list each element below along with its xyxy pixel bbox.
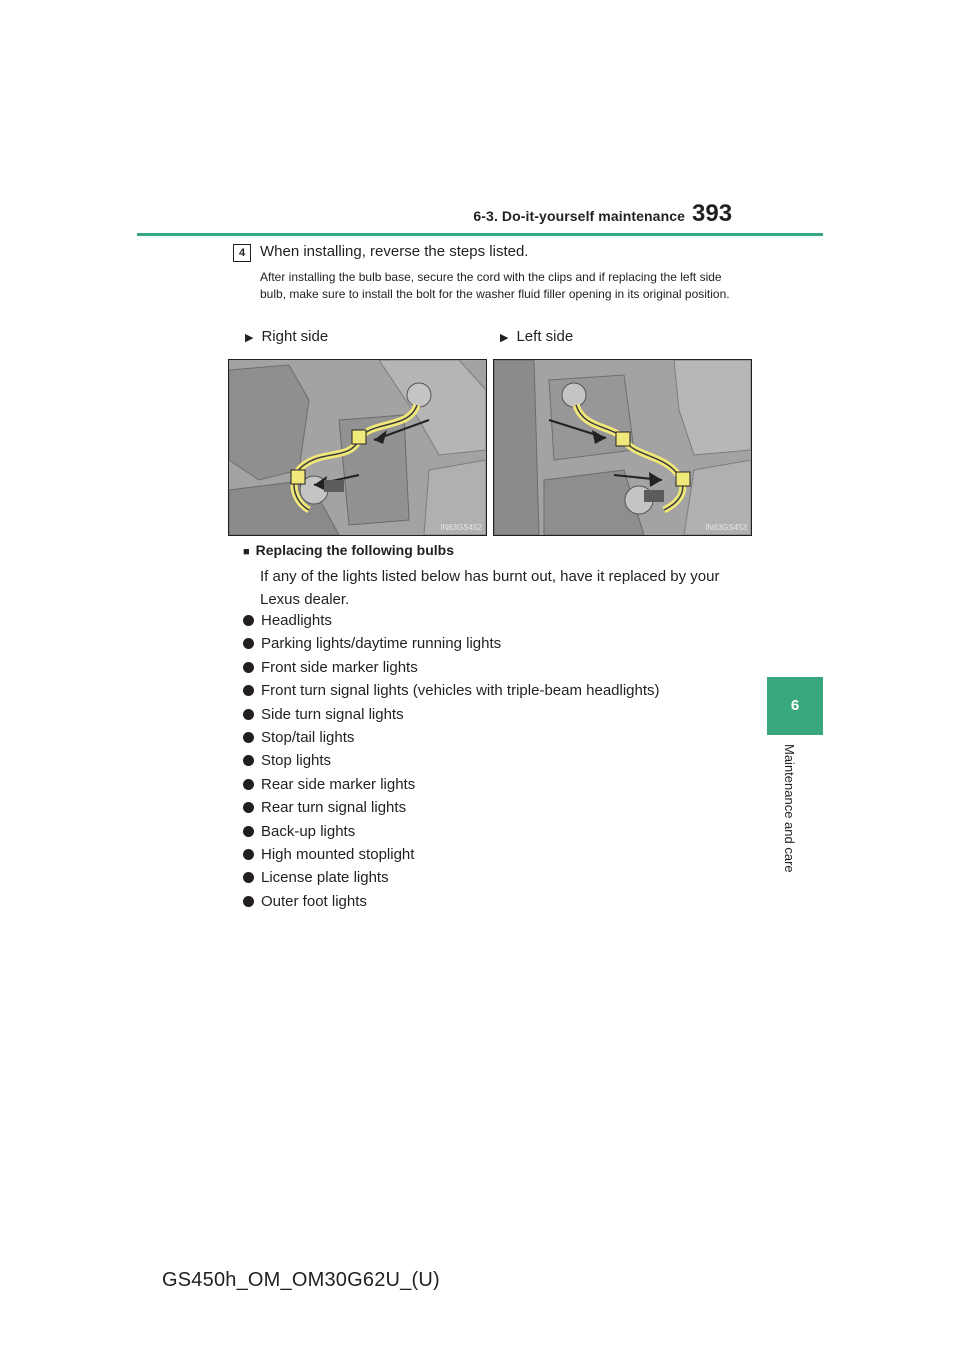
list-item: High mounted stoplight <box>243 843 660 866</box>
list-item: Stop lights <box>243 749 660 772</box>
bullet-dot-icon <box>243 685 254 696</box>
figure-right-side <box>228 359 487 536</box>
bullet-dot-icon <box>243 779 254 790</box>
figure-label-right <box>245 328 328 345</box>
step-text: When installing, reverse the steps listed. <box>260 243 529 260</box>
replacing-heading-text: Replacing the following bulbs <box>255 542 454 558</box>
chapter-label <box>767 744 797 889</box>
figure-right-code: IN63GS452 <box>440 523 482 532</box>
header-rule <box>137 233 823 236</box>
figure-label-right-text: Right side <box>261 328 329 345</box>
list-item: Stop/tail lights <box>243 726 660 749</box>
bullet-dot-icon <box>243 662 254 673</box>
figure-left-code: IN63GS453 <box>705 523 747 532</box>
list-item: Front side marker lights <box>243 656 660 679</box>
step-note: After installing the bulb base, secure the cord with the clips and if replacing the left side bulb, make sure to install the bolt for the washer fluid filler opening in its original position. <box>260 270 730 301</box>
bullet-dot-icon <box>243 849 254 860</box>
list-item: Rear side marker lights <box>243 773 660 796</box>
replacing-heading <box>243 542 454 558</box>
bullet-dot-icon <box>243 802 254 813</box>
chapter-tab[interactable]: 6 <box>767 677 823 735</box>
list-item: Headlights <box>243 609 660 632</box>
triangle-bullet-icon: ▶ <box>500 332 509 344</box>
bullet-dot-icon <box>243 732 254 743</box>
bullet-dot-icon <box>243 638 254 649</box>
bullet-dot-icon <box>243 826 254 837</box>
section-title: 6-3. Do-it-yourself maintenance <box>473 208 685 224</box>
figure-left-side <box>493 359 752 536</box>
engine-bay-illustration-right <box>229 360 486 535</box>
bullet-dot-icon <box>243 755 254 766</box>
list-item: License plate lights <box>243 866 660 889</box>
list-item: Back-up lights <box>243 820 660 843</box>
bullet-dot-icon <box>243 615 254 626</box>
bullet-dot-icon <box>243 872 254 883</box>
list-item: Side turn signal lights <box>243 703 660 726</box>
triangle-bullet-icon: ▶ <box>245 332 254 344</box>
list-item: Front turn signal lights (vehicles with triple-beam headlights) <box>243 679 660 702</box>
bulb-list <box>243 609 660 913</box>
chapter-label-text: Maintenance and care <box>782 744 797 873</box>
list-item: Rear turn signal lights <box>243 796 660 819</box>
step-number-box: 4 <box>233 244 251 262</box>
bullet-dot-icon <box>243 896 254 907</box>
square-bullet-icon: ■ <box>243 546 250 558</box>
footer-doc-id: GS450h_OM_OM30G62U_(U) <box>162 1269 440 1291</box>
list-item: Parking lights/daytime running lights <box>243 632 660 655</box>
engine-bay-illustration-left <box>494 360 751 535</box>
replacing-intro: If any of the lights listed below has burnt out, have it replaced by your Lexus dealer. <box>260 568 720 608</box>
page-number: 393 <box>692 200 733 227</box>
list-item: Outer foot lights <box>243 890 660 913</box>
figure-label-left <box>500 328 573 345</box>
figure-label-left-text: Left side <box>516 328 574 345</box>
bullet-dot-icon <box>243 709 254 720</box>
